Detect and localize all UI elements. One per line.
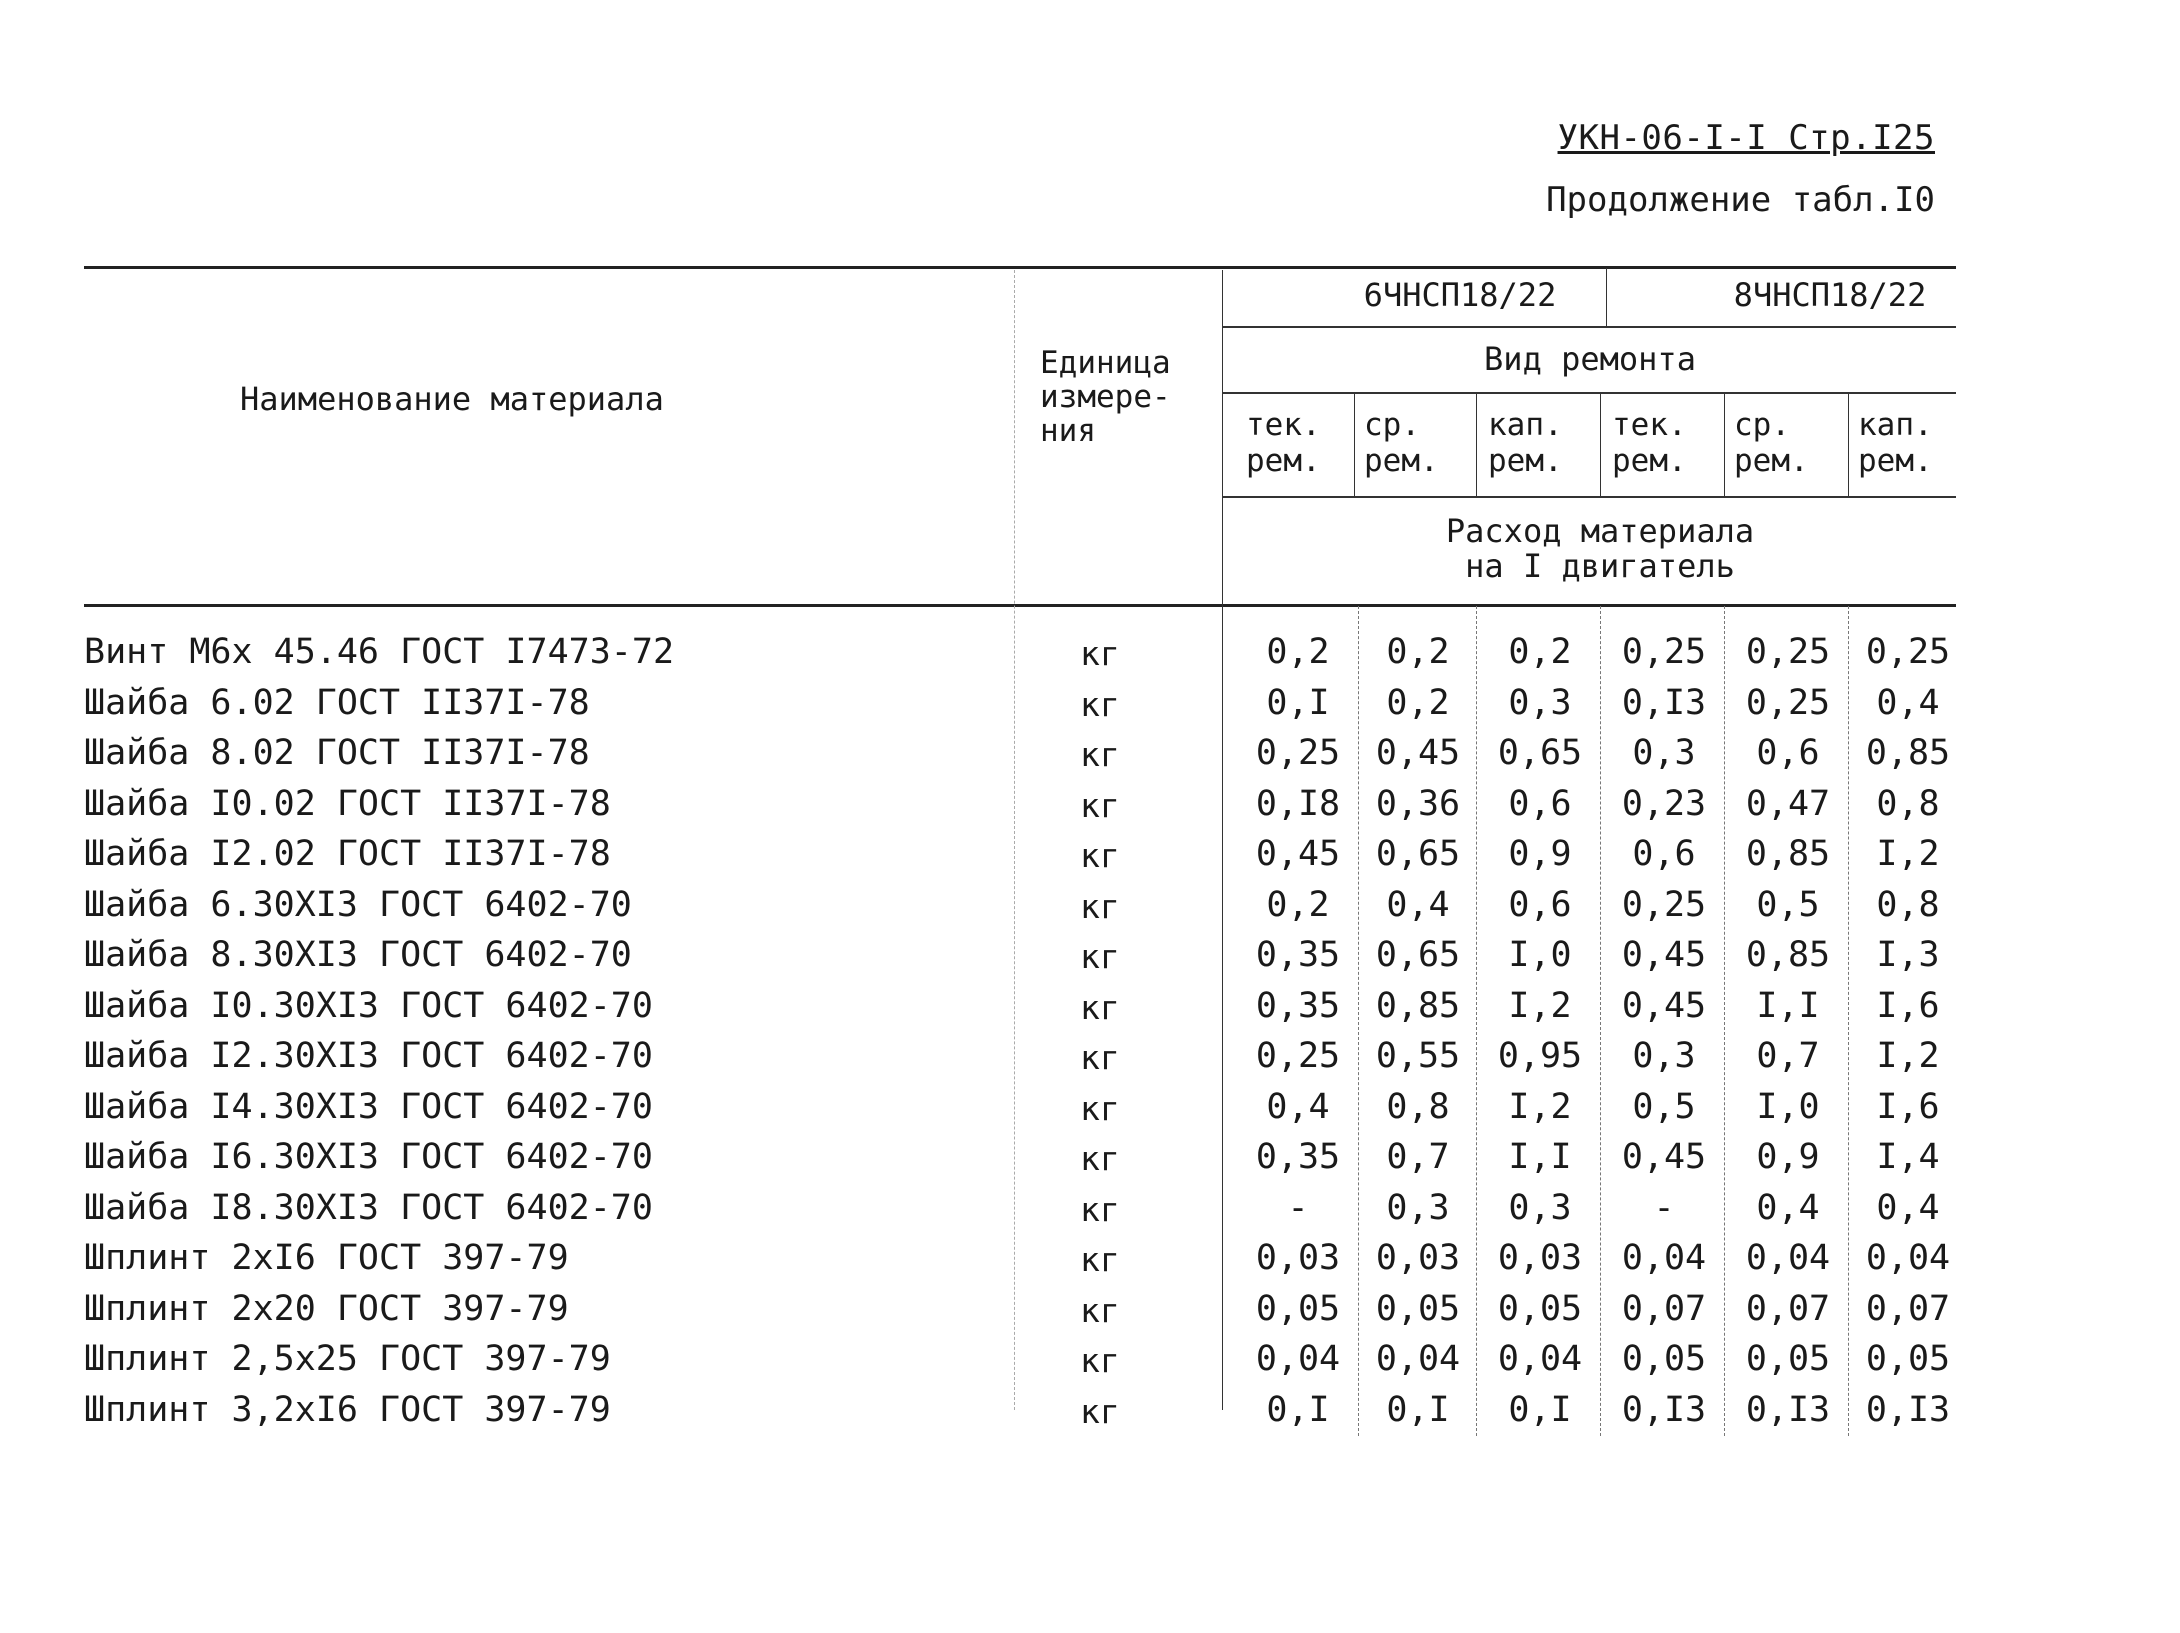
consumption-value: 0,05 bbox=[1375, 1288, 1461, 1329]
consumption-value: 0,04 bbox=[1255, 1339, 1341, 1379]
consumption-value: 0,5 bbox=[1756, 884, 1820, 925]
sub-divider-3 bbox=[1600, 394, 1601, 496]
consumption-value: 0,9 bbox=[1508, 834, 1572, 874]
material-unit: кг bbox=[1080, 735, 1120, 774]
group-a-header: 6ЧНСП18/22 bbox=[1363, 276, 1557, 314]
consumption-value: 0,45 bbox=[1621, 1137, 1707, 1177]
consumption-value: 0,85 bbox=[1745, 834, 1831, 874]
consumption-value: I,2 bbox=[1876, 834, 1940, 874]
header-divider-name-unit bbox=[1014, 270, 1015, 1410]
consumption-value: 0,05 bbox=[1745, 1339, 1831, 1379]
material-unit: кг bbox=[1080, 886, 1120, 926]
group-b-header: 8ЧНСП18/22 bbox=[1733, 276, 1927, 314]
repair-type-rule bbox=[1222, 392, 1956, 394]
consumption-value: 0,35 bbox=[1255, 1137, 1341, 1177]
body-divider-4 bbox=[1724, 606, 1725, 1436]
consumption-value: I,I bbox=[1756, 985, 1820, 1026]
consumption-value: 0,04 bbox=[1375, 1339, 1461, 1379]
table-top-rule bbox=[84, 266, 1956, 269]
sub-header-kap-a: кап. рем. bbox=[1488, 407, 1563, 479]
consumption-value: 0,36 bbox=[1375, 783, 1461, 824]
header-divider-unit-values bbox=[1222, 270, 1223, 1410]
consumption-value: 0,3 bbox=[1386, 1187, 1450, 1228]
consumption-value: I,0 bbox=[1756, 1086, 1820, 1127]
material-name: Шплинт 2xI6 ГОСТ 397-79 bbox=[84, 1238, 569, 1278]
material-name: Шайба I6.30XI3 ГОСТ 6402-70 bbox=[84, 1137, 653, 1177]
consumption-value: 0,25 bbox=[1745, 632, 1831, 672]
body-divider-3 bbox=[1600, 606, 1601, 1436]
consumption-value: 0,25 bbox=[1255, 1036, 1341, 1076]
material-unit: кг bbox=[1080, 634, 1120, 673]
consumption-value: 0,07 bbox=[1621, 1288, 1707, 1329]
consumption-value: 0,I bbox=[1386, 1389, 1450, 1430]
consumption-value: 0,65 bbox=[1497, 733, 1583, 773]
unit-header-line: измере- bbox=[1040, 379, 1171, 416]
material-name: Шайба I8.30XI3 ГОСТ 6402-70 bbox=[84, 1187, 653, 1228]
consumption-value: I,3 bbox=[1876, 935, 1940, 975]
material-unit: кг bbox=[1080, 684, 1120, 724]
material-unit: кг bbox=[1080, 987, 1120, 1027]
material-unit: кг bbox=[1080, 1240, 1120, 1279]
material-unit: кг bbox=[1080, 937, 1120, 976]
consumption-value: 0,04 bbox=[1745, 1238, 1831, 1278]
material-name: Шплинт 2,5x25 ГОСТ 397-79 bbox=[84, 1339, 611, 1379]
consumption-value: 0,04 bbox=[1497, 1339, 1583, 1379]
consumption-value: 0,5 bbox=[1632, 1086, 1696, 1127]
material-name: Винт М6х 45.46 ГОСТ I7473-72 bbox=[84, 632, 675, 672]
consumption-value: 0,35 bbox=[1255, 985, 1341, 1026]
material-unit: кг bbox=[1080, 1341, 1120, 1380]
sub-header-sr-a: ср. рем. bbox=[1364, 407, 1439, 479]
consumption-value: 0,8 bbox=[1876, 884, 1940, 925]
consumption-value: 0,45 bbox=[1375, 733, 1461, 773]
consumption-value: 0,85 bbox=[1375, 985, 1461, 1026]
consumption-value: I,0 bbox=[1508, 935, 1572, 975]
consumption-value: 0,6 bbox=[1756, 733, 1820, 773]
material-unit: кг bbox=[1080, 1391, 1120, 1431]
sub-header-kap-b: кап. рем. bbox=[1858, 407, 1933, 479]
material-name: Шплинт 3,2xI6 ГОСТ 397-79 bbox=[84, 1389, 611, 1430]
consumption-value: 0,7 bbox=[1756, 1036, 1820, 1076]
consumption-value: I,I bbox=[1508, 1137, 1572, 1177]
consumption-value: 0,03 bbox=[1375, 1238, 1461, 1278]
consumption-value: 0,05 bbox=[1621, 1339, 1707, 1379]
material-name: Шайба 6.02 ГОСТ II37I-78 bbox=[84, 682, 590, 723]
consumption-value: 0,2 bbox=[1386, 632, 1450, 672]
consumption-value: I,4 bbox=[1876, 1137, 1940, 1177]
material-name: Шайба 6.30XI3 ГОСТ 6402-70 bbox=[84, 884, 632, 925]
material-name: Шайба 8.30XI3 ГОСТ 6402-70 bbox=[84, 935, 632, 975]
consumption-value: 0,65 bbox=[1375, 935, 1461, 975]
material-name: Шайба I4.30XI3 ГОСТ 6402-70 bbox=[84, 1086, 653, 1127]
consumption-value: 0,23 bbox=[1621, 783, 1707, 824]
consumption-value: 0,I3 bbox=[1621, 1389, 1707, 1430]
consumption-value: I,6 bbox=[1876, 1086, 1940, 1127]
consumption-value: 0,25 bbox=[1865, 632, 1951, 672]
page-reference: УКН-06-I-I Стр.I25 bbox=[1557, 118, 1935, 158]
consumption-value: 0,05 bbox=[1865, 1339, 1951, 1379]
consumption-value: 0,4 bbox=[1386, 884, 1450, 925]
consumption-value: 0,4 bbox=[1266, 1086, 1330, 1127]
header-bottom-rule bbox=[84, 604, 1956, 607]
name-column-header: Наименование материала bbox=[240, 380, 664, 418]
material-name: Шайба I2.30XI3 ГОСТ 6402-70 bbox=[84, 1036, 653, 1076]
consumption-value: 0,3 bbox=[1508, 1187, 1572, 1228]
consumption-value: 0,3 bbox=[1632, 733, 1696, 773]
unit-column-header bbox=[1040, 346, 1171, 448]
consumption-value: 0,2 bbox=[1266, 632, 1330, 672]
consumption-value: 0,2 bbox=[1266, 884, 1330, 925]
material-name: Шплинт 2x20 ГОСТ 397-79 bbox=[84, 1288, 569, 1329]
consumption-value: 0,I bbox=[1508, 1389, 1572, 1430]
consumption-value: 0,47 bbox=[1745, 783, 1831, 824]
consumption-value: 0,I bbox=[1266, 1389, 1330, 1430]
material-unit: кг bbox=[1080, 1038, 1120, 1077]
consumption-value: I,2 bbox=[1508, 1086, 1572, 1127]
sub-header-tek-b: тек. рем. bbox=[1612, 407, 1687, 479]
unit-header-line: ния bbox=[1040, 413, 1096, 450]
material-unit: кг bbox=[1080, 1088, 1120, 1128]
consumption-value: 0,I3 bbox=[1745, 1389, 1831, 1430]
consumption-value: 0,45 bbox=[1621, 935, 1707, 975]
material-unit: кг bbox=[1080, 1290, 1120, 1330]
consumption-value: 0,4 bbox=[1756, 1187, 1820, 1228]
material-unit: кг bbox=[1080, 1189, 1120, 1229]
consumption-value: 0,03 bbox=[1255, 1238, 1341, 1278]
sub-header-sr-b: ср. рем. bbox=[1734, 407, 1809, 479]
group-divider bbox=[1606, 268, 1607, 326]
consumption-value: 0,25 bbox=[1621, 632, 1707, 672]
consumption-value: 0,55 bbox=[1375, 1036, 1461, 1076]
consumption-value: 0,05 bbox=[1255, 1288, 1341, 1329]
material-unit: кг bbox=[1080, 836, 1120, 875]
sub-divider-2 bbox=[1476, 394, 1477, 496]
consumption-value: 0,7 bbox=[1386, 1137, 1450, 1177]
consumption-header: Расход материала на I двигатель bbox=[1445, 512, 1755, 586]
consumption-value: 0,I bbox=[1266, 682, 1330, 723]
consumption-value: 0,65 bbox=[1375, 834, 1461, 874]
table-continuation-label: Продолжение табл.I0 bbox=[1546, 180, 1935, 220]
consumption-value: 0,3 bbox=[1508, 682, 1572, 723]
material-name: Шайба I0.02 ГОСТ II37I-78 bbox=[84, 783, 611, 824]
consumption-value: 0,4 bbox=[1876, 1187, 1940, 1228]
material-name: Шайба I2.02 ГОСТ II37I-78 bbox=[84, 834, 611, 874]
consumption-value: 0,2 bbox=[1508, 632, 1572, 672]
consumption-value: I,6 bbox=[1876, 985, 1940, 1026]
consumption-value: 0,8 bbox=[1876, 783, 1940, 824]
consumption-value: 0,04 bbox=[1621, 1238, 1707, 1278]
consumption-value: 0,I3 bbox=[1865, 1389, 1951, 1430]
consumption-value: - bbox=[1287, 1187, 1309, 1228]
consumption-value: 0,6 bbox=[1508, 884, 1572, 925]
consumption-value: 0,05 bbox=[1497, 1288, 1583, 1329]
consumption-value: 0,04 bbox=[1865, 1238, 1951, 1278]
unit-header-line: Единица bbox=[1040, 345, 1171, 381]
consumption-value: 0,4 bbox=[1876, 682, 1940, 723]
material-unit: кг bbox=[1080, 785, 1120, 825]
consumption-value: I,2 bbox=[1876, 1036, 1940, 1076]
repair-type-header: Вид ремонта bbox=[1484, 340, 1696, 378]
consumption-value: 0,85 bbox=[1865, 733, 1951, 773]
consumption-value: 0,9 bbox=[1756, 1137, 1820, 1177]
consumption-value: 0,45 bbox=[1621, 985, 1707, 1026]
sub-divider-5 bbox=[1848, 394, 1849, 496]
sub-divider-4 bbox=[1724, 394, 1725, 496]
consumption-value: 0,35 bbox=[1255, 935, 1341, 975]
consumption-value: 0,25 bbox=[1255, 733, 1341, 773]
consumption-value: 0,I3 bbox=[1621, 682, 1707, 723]
consumption-value: 0,25 bbox=[1745, 682, 1831, 723]
consumption-value: 0,07 bbox=[1745, 1288, 1831, 1329]
subheader-rule bbox=[1222, 496, 1956, 498]
consumption-value: 0,25 bbox=[1621, 884, 1707, 925]
consumption-value: 0,07 bbox=[1865, 1288, 1951, 1329]
consumption-value: - bbox=[1653, 1187, 1675, 1228]
consumption-value: 0,95 bbox=[1497, 1036, 1583, 1076]
consumption-value: 0,2 bbox=[1386, 682, 1450, 723]
consumption-value: 0,85 bbox=[1745, 935, 1831, 975]
consumption-value: 0,03 bbox=[1497, 1238, 1583, 1278]
group-rule bbox=[1222, 326, 1956, 328]
consumption-value: 0,3 bbox=[1632, 1036, 1696, 1076]
consumption-value: 0,45 bbox=[1255, 834, 1341, 874]
consumption-value: 0,I8 bbox=[1255, 783, 1341, 824]
material-unit: кг bbox=[1080, 1139, 1120, 1178]
material-name: Шайба 8.02 ГОСТ II37I-78 bbox=[84, 733, 590, 773]
consumption-value: 0,8 bbox=[1386, 1086, 1450, 1127]
consumption-value: 0,6 bbox=[1632, 834, 1696, 874]
sub-header-tek-a: тек. рем. bbox=[1246, 407, 1321, 479]
consumption-value: 0,6 bbox=[1508, 783, 1572, 824]
material-name: Шайба I0.30XI3 ГОСТ 6402-70 bbox=[84, 985, 653, 1026]
sub-divider-1 bbox=[1354, 394, 1355, 496]
consumption-value: I,2 bbox=[1508, 985, 1572, 1026]
